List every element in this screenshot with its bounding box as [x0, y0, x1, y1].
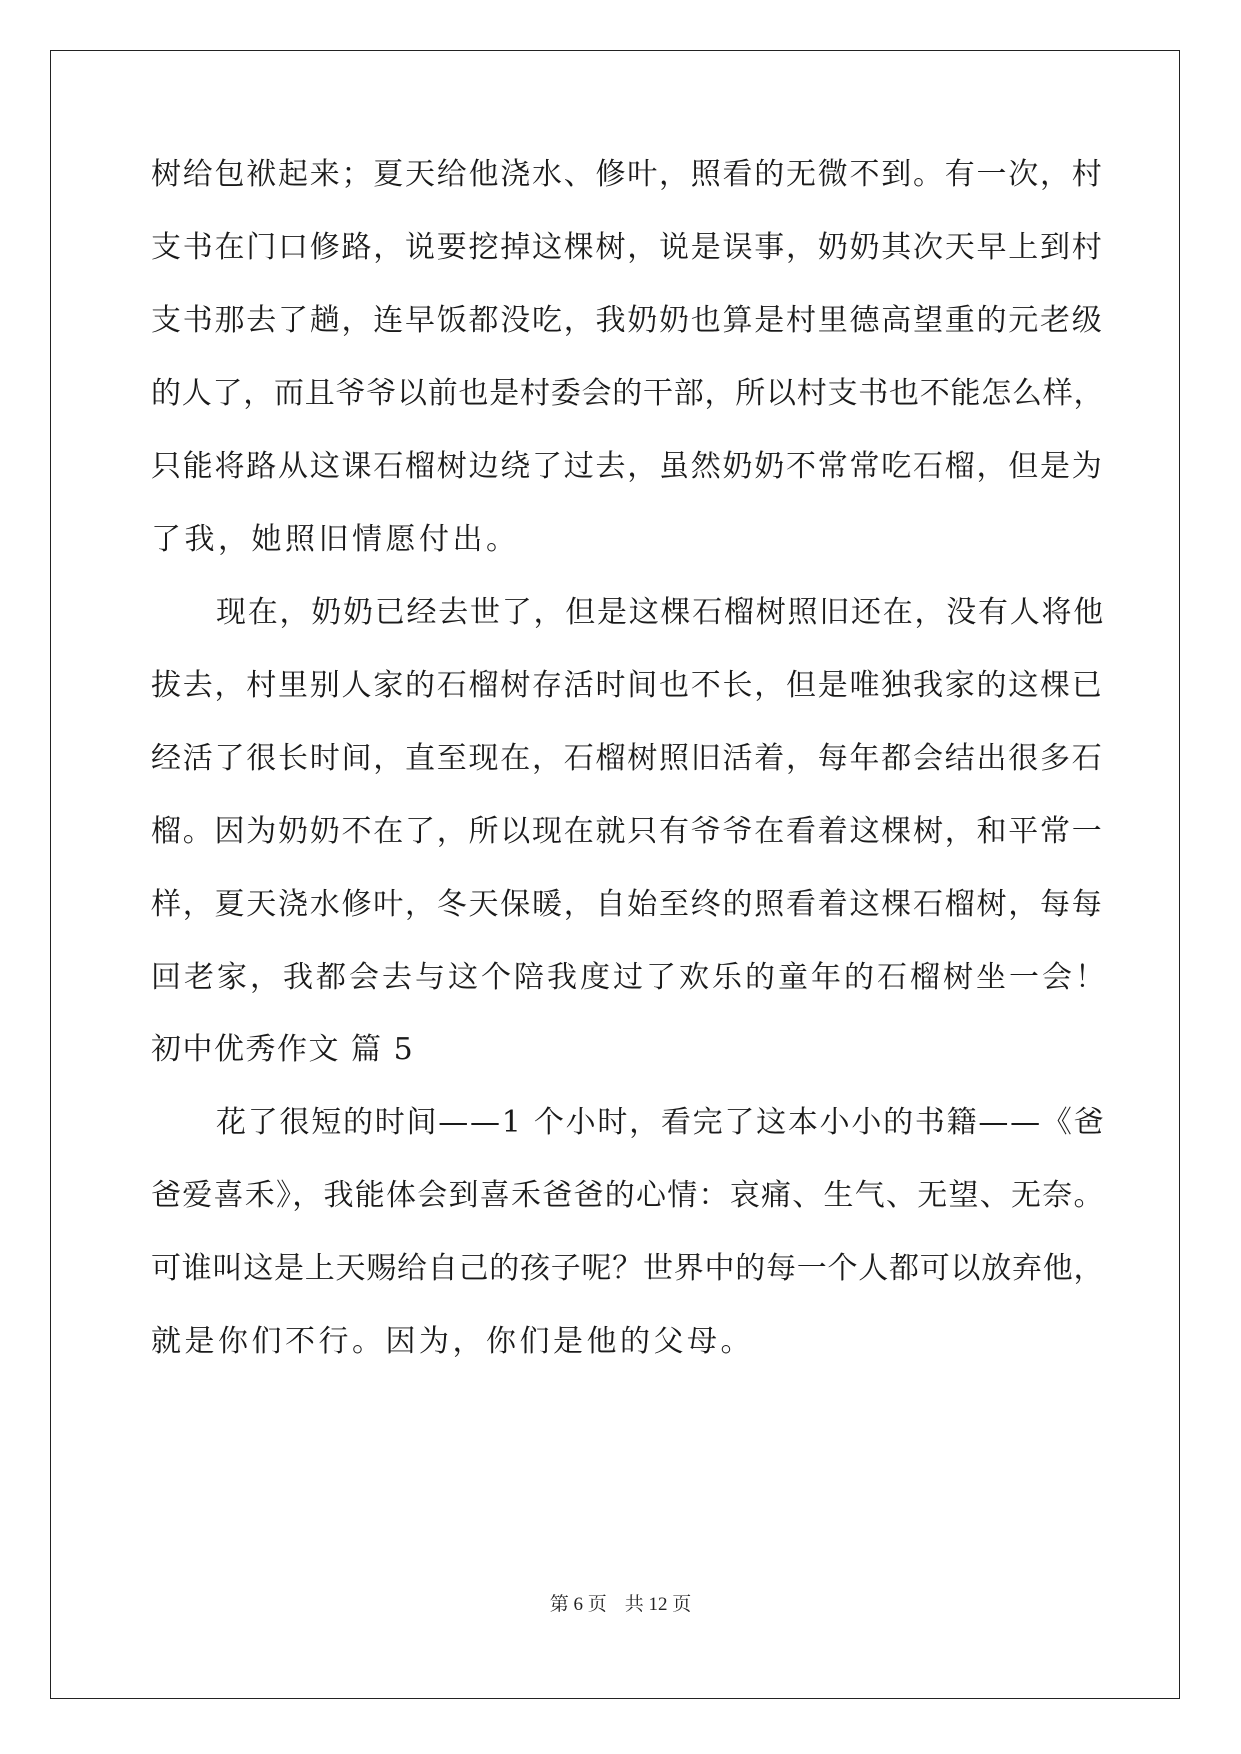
text-line: 可谁叫这是上天赐给自己的孩子呢？世界中的每一个人都可以放弃他，	[151, 1251, 1105, 1286]
page-number: 第 6 页	[549, 1594, 607, 1615]
text-line: 现在，奶奶已经去世了，但是这棵石榴树照旧还在，没有人将他	[216, 595, 1105, 630]
text-line: 榴。因为奶奶不在了，所以现在就只有爷爷在看着这棵树，和平常一	[151, 814, 1104, 849]
text-line: 样，夏天浇水修叶，冬天保暖，自始至终的照看着这棵石榴树，每每	[151, 887, 1104, 922]
text-line: 支书那去了趟，连早饭都没吃，我奶奶也算是村里德高望重的元老级	[151, 303, 1104, 338]
page-footer	[0, 1593, 1241, 1617]
page-total: 共 12 页	[624, 1594, 692, 1615]
text-line: 经活了很长时间，直至现在，石榴树照旧活着，每年都会结出很多石	[151, 741, 1104, 776]
page-border	[50, 50, 1180, 1699]
text-line: 爸爱喜禾》，我能体会到喜禾爸爸的心情：哀痛、生气、无望、无奈。	[151, 1178, 1105, 1213]
text-line: 树给包袱起来；夏天给他浇水、修叶，照看的无微不到。有一次，村	[151, 157, 1104, 192]
text-line: 支书在门口修路，说要挖掉这棵树，说是误事，奶奶其次天早上到村	[151, 230, 1104, 265]
text-line: 的人了，而且爷爷以前也是村委会的干部，所以村支书也不能怎么样，	[151, 376, 1105, 411]
text-line: 回老家，我都会去与这个陪我度过了欢乐的童年的石榴树坐一会！	[151, 960, 1108, 995]
section-heading: 初中优秀作文 篇 5	[151, 1032, 415, 1067]
text-line: 了我，她照旧情愿付出。	[151, 522, 520, 557]
text-line: 就是你们不行。因为，你们是他的父母。	[151, 1324, 754, 1359]
text-line: 花了很短的时间——1 个小时，看完了这本小小的书籍——《爸	[216, 1105, 1106, 1140]
text-line: 只能将路从这课石榴树边绕了过去，虽然奶奶不常常吃石榴，但是为	[151, 449, 1104, 484]
text-line: 拔去，村里别人家的石榴树存活时间也不长，但是唯独我家的这棵已	[151, 668, 1104, 703]
